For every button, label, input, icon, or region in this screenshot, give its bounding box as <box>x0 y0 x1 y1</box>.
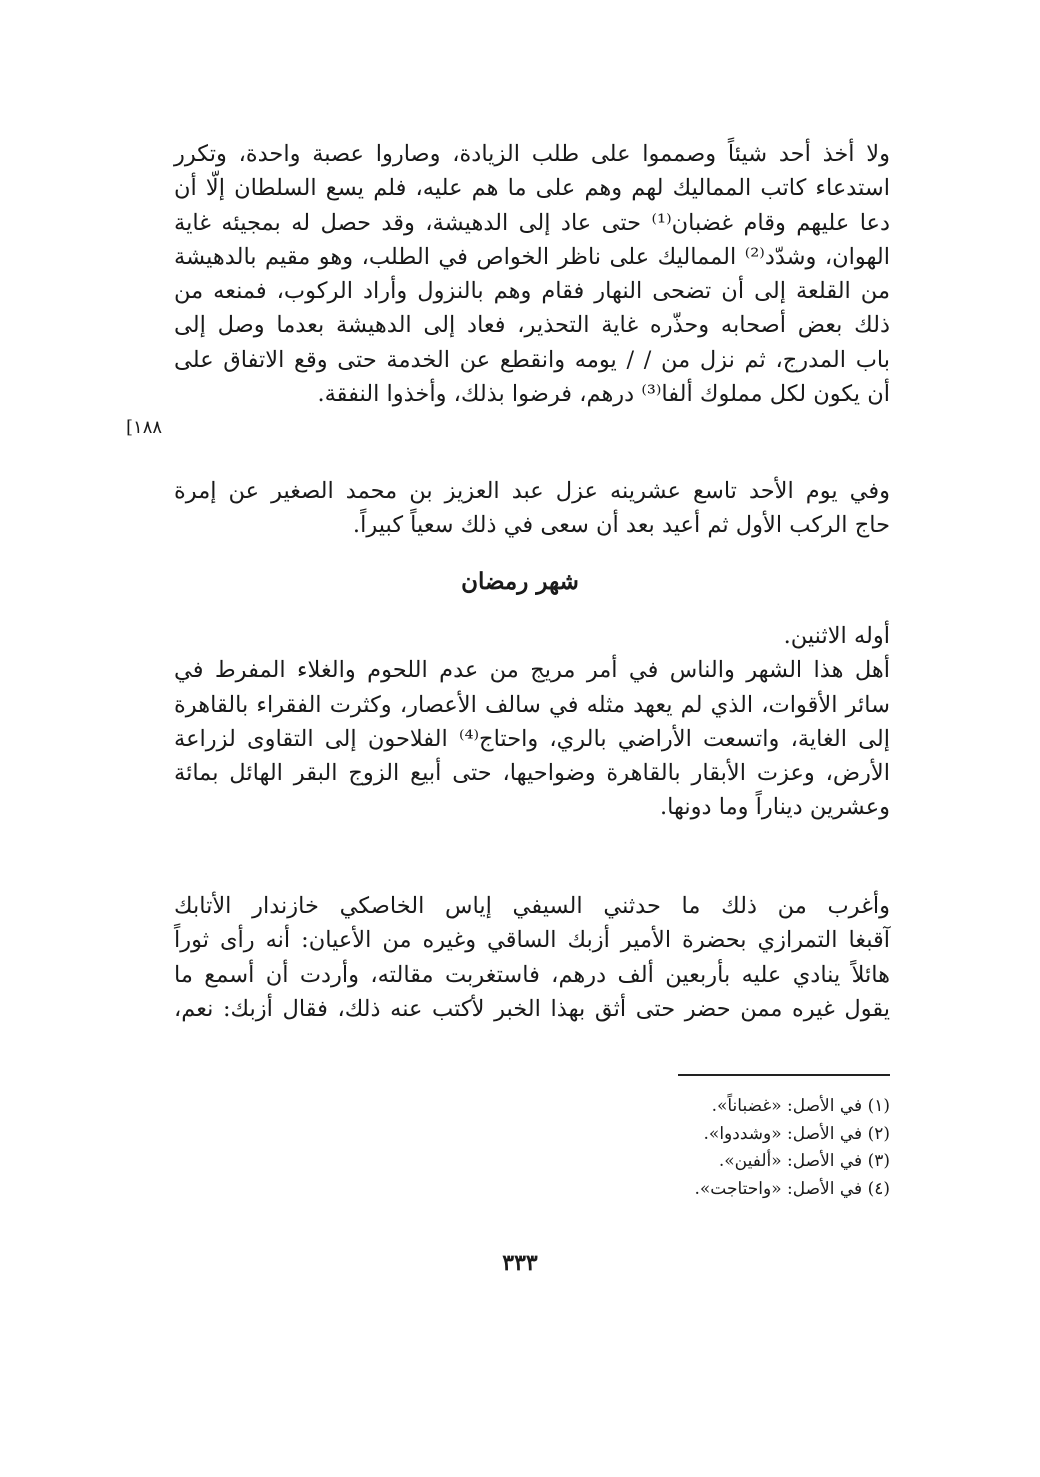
footnote: (٢) في الأصل: «وشددوا». <box>703 1123 890 1144</box>
text-line: حاج الركب الأول ثم أعيد بعد أن سعى في ذلك سعياً كبيراً. <box>352 512 890 539</box>
page-number: ٣٣٣ <box>502 1250 538 1276</box>
footnote: (١) في الأصل: «غضباناً». <box>711 1096 890 1116</box>
paragraph-4 <box>174 889 890 1026</box>
text-line: أوله الاثنين. <box>783 623 890 649</box>
text-line: أن يكون لكل مملوك ألفا⁽³⁾ درهم، فرضوا بذلك، وأخذوا النفقة. <box>317 381 890 408</box>
text-line: ولا أخذ أحد شيئاً وصمموا على طلب الزيادة، وصاروا عصبة واحدة، وتكرر <box>174 141 890 167</box>
text-line: الهوان، وشدّد⁽²⁾ المماليك على ناظر الخواص في الطلب، وهو مقيم بالدهيشة <box>174 243 890 270</box>
footnote: (٣) في الأصل: «ألفين». <box>718 1151 890 1172</box>
text-line: إلى الغاية، واتسعت الأراضي بالري، واحتاج⁽⁴⁾ الفلاحون إلى التقاوى لزراعة <box>174 725 891 752</box>
paragraph-2 <box>174 474 890 543</box>
text-line: هائلاً ينادي عليه بأربعين ألف درهم، فاستغربت مقالته، وأردت أن أسمع ما <box>174 961 890 988</box>
paragraph-3 <box>174 619 890 825</box>
text-line: يقول غيره ممن حضر حتى أثق بهذا الخبر لأكتب عنه ذلك، فقال أزبك: نعم، <box>174 995 890 1022</box>
footnote: (٤) في الأصل: «واحتاجت». <box>694 1179 890 1200</box>
text-line: دعا عليهم وقام غضبان⁽¹⁾ حتى عاد إلى الدهيشة، وقد حصل له بمجيئه غاية <box>174 209 890 236</box>
text-line: ذلك بعض أصحابه وحذّره غاية التحذير، فعاد إلى الدهيشة بعدما وصل إلى <box>174 312 890 339</box>
section-heading: شهر رمضان <box>461 568 579 595</box>
text-line: سائر الأقوات، الذي لم يعهد مثله في سالف الأعصار، وكثرت الفقراء بالقاهرة <box>174 691 890 718</box>
paragraph-1 <box>174 137 890 411</box>
text-line: باب المدرج، ثم نزل من / / يومه وانقطع عن الخدمة حتى وقع الاتفاق على <box>174 346 891 373</box>
text-line: الأرض، وعزت الأبقار بالقاهرة وضواحيها، حتى أبيع الزوج البقر الهائل بمائة <box>174 760 890 787</box>
text-line: وعشرين ديناراً وما دونها. <box>660 794 890 821</box>
footnote-divider <box>678 1074 890 1076</box>
footnotes <box>390 1093 890 1204</box>
text-line: آقبغا التمرازي بحضرة الأمير أزبك الساقي وغيره من الأعيان: أنه رأى ثوراً <box>174 927 890 954</box>
text-line: وفي يوم الأحد تاسع عشرينه عزل عبد العزيز بن محمد الصغير عن إمرة <box>174 478 890 504</box>
text-line: أهل هذا الشهر والناس في أمر مريج من عدم اللحوم والغلاء المفرط في <box>174 657 890 684</box>
text-line: وأغرب من ذلك ما حدثني السيفي إياس الخاصكي خازندار الأتابك <box>174 893 890 919</box>
text-line: من القلعة إلى أن تضحى النهار فقام وهم بالنزول وأراد الركوب، فمنعه من <box>174 278 890 305</box>
text-line: استدعاء كاتب المماليك لهم وهم على ما هم عليه، فلم يسع السلطان إلّا أن <box>174 175 890 202</box>
margin-folio-note: [١٨٨ <box>126 417 163 438</box>
